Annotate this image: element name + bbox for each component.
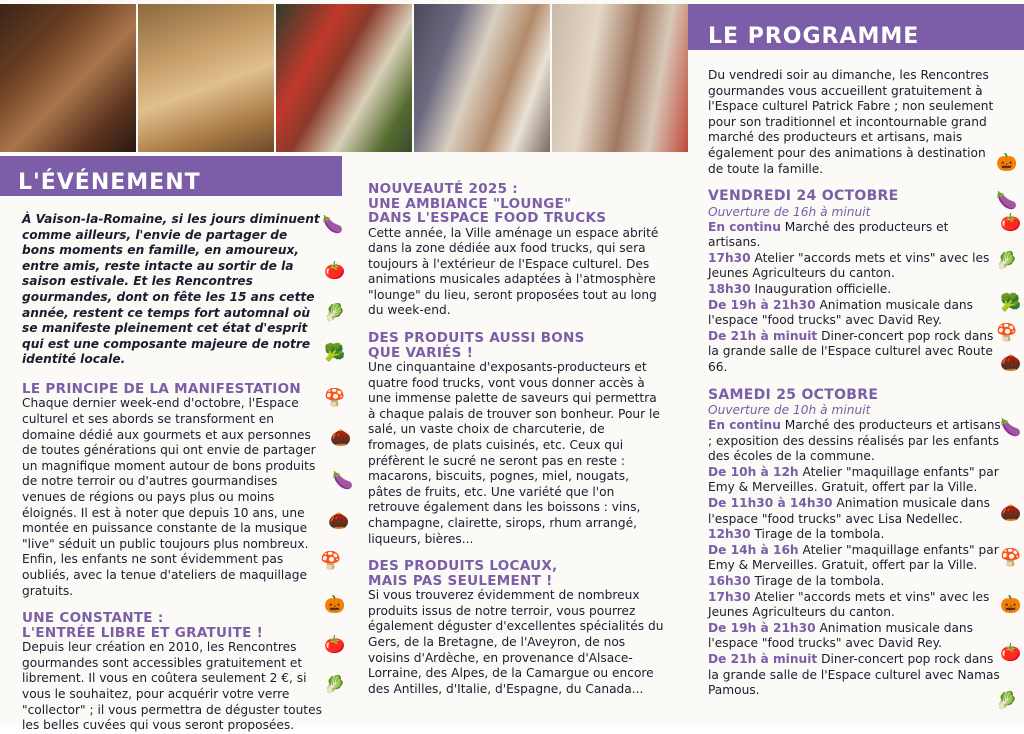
radish-icon: 🌰 [330, 428, 352, 448]
saturday-events [708, 418, 1002, 699]
photo-dinner-tables [414, 4, 550, 152]
products-body: Une cinquantaine d'exposants-producteurs et quatre food trucks, vont vous donner accès à une immense palette de saveurs qui permettra à chaque palais de trouver son bonheur. Pour le salé, un vaste choix de charcuterie, de fromages, de plats cuisinés, etc. Ceux qui préfèrent le sucré ne seront pas en reste : macarons, biscuits, pognes, miel, nougats, pâtes de fruits, etc. Une variété que l'on retrouve également dans les boissons : vins, champagne, clairette, sirops, rhum arrangé, liqueurs, bières... [368, 360, 660, 546]
squash-icon: 🎃 [324, 595, 346, 615]
schedule-event [708, 329, 1002, 376]
eggplant-icon: 🍆 [322, 215, 344, 235]
broccoli-icon: 🥦 [324, 343, 346, 363]
principle-heading: LE PRINCIPE DE LA MANIFESTATION [22, 380, 301, 397]
schedule-event [708, 298, 1002, 329]
event-time: De 21h à minuit [708, 328, 818, 343]
mushroom-icon: 🍄 [324, 388, 346, 408]
programme-banner [688, 4, 1024, 50]
event-description: Animation musicale dans l'espace "food trucks" avec David Rey. [708, 297, 973, 328]
schedule-event [708, 282, 1002, 298]
event-time: En continu [708, 219, 781, 234]
event-banner [0, 156, 342, 196]
eggplant-icon: 🍆 [996, 191, 1018, 211]
photo-strip [0, 4, 688, 152]
products-heading: DES PRODUITS AUSSI BONS QUE VARIÉS ! [368, 330, 585, 361]
event-time: 12h30 [708, 527, 751, 542]
programme-intro: Du vendredi soir au dimanche, les Rencontres gourmandes vous accueillent gratuitement à l'Espace culturel Patrick Fabre ; non seulement pour son traditionnel et incontournable grand marché des producteurs et artisans, mais également pour des animations à destination de toute la famille. [708, 68, 994, 176]
photo-dinner-guests [552, 4, 688, 152]
local-products-body: Si vous trouverez évidemment de nombreux produits issus de notre terroir, vous pourrez également déguster d'excellentes spécialités du Gers, de la Bretagne, de l'Aveyron, de nos voisins d'Ardèche, en provenance d'Alsace-Lorraine, des Alpes, de la Camargue ou encore des Antilles, d'Italie, d'Espagne, du Canada... [368, 588, 664, 696]
event-time: De 19h à 21h30 [708, 620, 816, 635]
squash-icon: 🎃 [1000, 595, 1022, 615]
lettuce-icon: 🥬 [324, 303, 346, 323]
event-time: De 19h à 21h30 [708, 297, 816, 312]
tomato-icon: 🍅 [1000, 643, 1022, 663]
event-description: Inauguration officielle. [750, 282, 892, 297]
tomato-icon: 🍅 [1000, 213, 1022, 233]
event-description: Atelier "maquillage enfants" par Emy & Merveilles. Gratuit, offert par la Ville. [708, 464, 999, 495]
eggplant-icon: 🍆 [332, 471, 354, 491]
radish-icon: 🌰 [1000, 353, 1022, 373]
schedule-event [708, 220, 1002, 251]
event-time: De 21h à minuit [708, 652, 818, 666]
column-event [22, 212, 322, 734]
event-intro: À Vaison-la-Romaine, si les jours diminuent comme ailleurs, l'envie de partager de bons moments en famille, en amoureux, entre amis, reste intacte au sortir de la saison estivale. Et les Rencontres gourmandes, dont on fête les 15 ans cette année, restent ce temps fort automnal où se manifeste pleinement cet état d'esprit qui est une composante majeure de notre identité locale. [22, 212, 320, 367]
local-products-heading: DES PRODUITS LOCAUX, MAIS PAS SEULEMENT ! [368, 558, 558, 589]
eggplant-icon: 🍆 [1000, 418, 1022, 438]
lounge-body: Cette année, la Ville aménage un espace abrité dans la zone dédiée aux food trucks, qui sera toujours à l'extérieur de l'Espace culturel. Des animations musicales adaptées à l'atmosphère "lounge" du lieu, seront proposées tout au long du week-end. [368, 225, 659, 318]
lettuce-icon: 🥬 [996, 251, 1018, 271]
tomato-icon: 🍅 [324, 261, 346, 281]
schedule-event [708, 543, 1002, 574]
principle-body: Chaque dernier week-end d'octobre, l'Espace culturel et ses abords se transforment en domaine dédié aux gourmets et aux personnes de toutes générations qui ont envie de partager un magnifique moment autour de bons produits de notre terroir ou d'autres gourmandises venues de régions ou pays plus ou moins éloignés. Il est à noter que depuis 10 ans, une montée en puissance constante de la musique "live" séduit un public toujours plus nombreux. Enfin, les enfants ne sont évidemment pas oubliés, avec la tenue d'ateliers de maquillage gratuits. [22, 396, 316, 598]
lounge-heading: NOUVEAUTÉ 2025 : UNE AMBIANCE "LOUNGE" DANS L'ESPACE FOOD TRUCKS [368, 181, 607, 226]
friday-events [708, 220, 1002, 376]
broccoli-icon: 🥦 [1000, 293, 1022, 313]
tomato-icon: 🍅 [324, 635, 346, 655]
saturday-opening-hours: Ouverture de 10h à minuit [708, 403, 871, 418]
photo-nougat-stall [0, 4, 136, 152]
schedule-event [708, 590, 1002, 621]
event-description: Animation musicale dans l'espace "food trucks" avec Lisa Nedellec. [708, 496, 990, 526]
event-description: Marché des producteurs et artisans ; exposition des dessins réalisés par les enfants des écoles de la commune. [708, 418, 1001, 464]
photo-crowd-market [276, 4, 412, 152]
schedule-event [708, 652, 1002, 699]
schedule-event [708, 251, 1002, 282]
event-banner-title: L'ÉVÉNEMENT [18, 170, 201, 195]
saturday-schedule [708, 388, 1002, 699]
event-description: Tirage de la tombola. [750, 527, 885, 542]
mushroom-icon: 🍄 [320, 551, 342, 571]
saturday-heading: SAMEDI 25 OCTOBRE [708, 386, 879, 403]
free-entry-body: Depuis leur création en 2010, les Rencontres gourmandes sont accessibles gratuitement et librement. Il vous en coûtera seulement 2 €, si vous le souhaitez, pour acquérir votre verre "collector" ; il vous permettra de déguster toutes les belles cuvées qui vous seront proposées. [22, 640, 322, 733]
lettuce-icon: 🥬 [996, 691, 1018, 711]
event-description: Diner-concert pop rock dans la grande salle de l'Espace culturel avec Namas Pamous. [708, 652, 1000, 698]
free-entry-heading: UNE CONSTANTE : L'ENTRÉE LIBRE ET GRATUITE ! [22, 610, 264, 641]
event-time: De 10h à 12h [708, 464, 799, 479]
friday-opening-hours: Ouverture de 16h à minuit [708, 204, 871, 219]
schedule-event [708, 621, 1002, 652]
mushroom-icon: 🍄 [996, 323, 1018, 343]
radish-icon: 🌰 [1000, 503, 1022, 523]
event-time: 18h30 [708, 282, 751, 297]
photo-biscuits-stall [138, 4, 274, 152]
event-time: 17h30 [708, 250, 751, 265]
event-time: De 14h à 16h [708, 542, 799, 557]
schedule-event [708, 418, 1002, 465]
squash-icon: 🎃 [996, 153, 1018, 173]
event-description: Atelier "accords mets et vins" avec les Jeunes Agriculteurs du canton. [708, 250, 990, 281]
event-description: Atelier "accords mets et vins" avec les Jeunes Agriculteurs du canton. [708, 589, 990, 620]
schedule-event [708, 465, 1002, 496]
radish-icon: 🌰 [328, 511, 350, 531]
friday-schedule [708, 189, 1002, 375]
event-time: En continu [708, 418, 781, 433]
event-description: Diner-concert pop rock dans la grande salle de l'Espace culturel avec Route 66. [708, 328, 994, 374]
schedule-event [708, 496, 1002, 527]
programme-banner-title: LE PROGRAMME [708, 24, 920, 49]
mushroom-icon: 🍄 [1000, 548, 1022, 568]
event-time: 16h30 [708, 574, 751, 589]
event-description: Tirage de la tombola. [750, 574, 885, 589]
friday-heading: VENDREDI 24 OCTOBRE [708, 188, 899, 205]
event-time: 17h30 [708, 589, 751, 604]
event-description: Marché des producteurs et artisans. [708, 219, 949, 250]
event-time: De 11h30 à 14h30 [708, 496, 833, 511]
column-news [368, 182, 666, 697]
schedule-event [708, 527, 1002, 543]
lettuce-icon: 🥬 [324, 675, 346, 695]
event-description: Animation musicale dans l'espace "food trucks" avec David Rey. [708, 620, 973, 651]
event-description: Atelier "maquillage enfants" par Emy & Merveilles. Gratuit, offert par la Ville. [708, 542, 999, 573]
schedule-event [708, 574, 1002, 590]
column-programme [708, 68, 1002, 699]
